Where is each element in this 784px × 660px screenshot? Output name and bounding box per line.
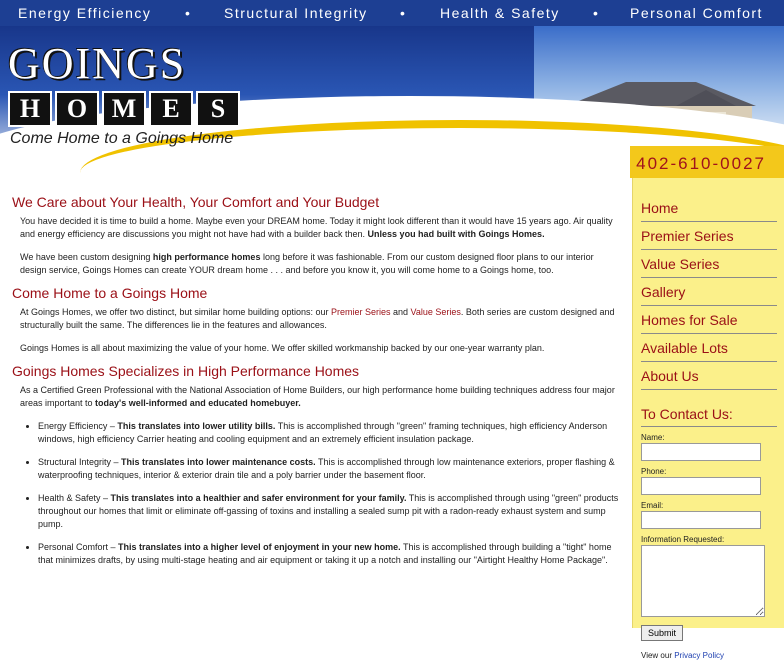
options-text-1: At Goings Homes, we offer two distinct, but similar home building options: our: [20, 307, 331, 317]
intro-bold: Unless you had built with Goings Homes.: [367, 229, 545, 239]
paragraph-certified: [20, 384, 620, 410]
item-bold: This translates into a higher level of enjoyment in your new home.: [118, 542, 401, 552]
item-text: This is accomplished through low maintenance exteriors, proper flashing & waterproofing techniques, interior & exterior drain tile and a poly barrier under the basement floor.: [38, 457, 615, 480]
nav-available-lots[interactable]: Available Lots: [641, 334, 777, 362]
item-title: Energy Efficiency –: [38, 421, 118, 431]
logo-letter: O: [55, 91, 99, 127]
feature-structural: Structural Integrity: [224, 5, 368, 21]
logo-letter: M: [102, 91, 146, 127]
info-textarea[interactable]: [641, 545, 765, 617]
item-title: Structural Integrity –: [38, 457, 122, 467]
paragraph-value: Goings Homes is all about maximizing the value of your home. We offer skilled workmanship backed by our one-year warranty plan.: [20, 343, 545, 353]
item-text: This is accomplished through using "green" products throughout our homes that limit or eliminate off-gassing of toxins and installing a sealed sump pit with a radon-ready exhaust system and sump pump.: [38, 493, 619, 529]
privacy-policy-link[interactable]: Privacy Policy: [674, 651, 724, 660]
list-item: [38, 420, 620, 446]
email-label: Email:: [641, 501, 664, 510]
info-label: Information Requested:: [641, 535, 725, 544]
item-bold: This translates into lower utility bills.: [117, 421, 276, 431]
sidebar: [632, 178, 784, 660]
intro-text: You have decided it is time to build a home. Maybe even your DREAM home. Today it might look different than it would have 15 years ago. Air quality and energy efficiency are discussions you might not have had with a builder back then.: [20, 216, 613, 239]
logo-letter: H: [8, 91, 52, 127]
contact-title: To Contact Us:: [641, 406, 777, 427]
separator-dot: •: [185, 5, 192, 21]
phone-label: Phone:: [641, 467, 667, 476]
paragraph-custom: [20, 251, 620, 277]
options-text-2: . Both series are custom designed and structurally built the same. The differences lie in the features and allowances.: [20, 307, 615, 330]
feature-energy: Energy Efficiency: [18, 5, 152, 21]
email-input[interactable]: [641, 511, 761, 529]
nav-gallery[interactable]: Gallery: [641, 278, 777, 306]
nav-home[interactable]: Home: [641, 194, 777, 222]
name-label: Name:: [641, 433, 665, 442]
list-item: [38, 492, 620, 531]
logo-letter: S: [196, 91, 240, 127]
tagline: Come Home to a Goings Home: [10, 130, 234, 147]
value-series-link[interactable]: Value Series: [410, 307, 461, 317]
submit-button[interactable]: Submit: [641, 625, 683, 641]
item-text: This is accomplished through "green" framing techniques, high efficiency Anderson windows, high efficiency Carrier heating and cooling equipment and an extremely efficient insulation package.: [38, 421, 608, 444]
logo-homes-tiles: [8, 91, 248, 127]
item-bold: This translates into a healthier and safer environment for your family.: [110, 493, 407, 503]
premier-series-link[interactable]: Premier Series: [330, 307, 391, 317]
heading-specializes: Goings Homes Specializes in High Performance Homes: [12, 363, 360, 379]
phone-input[interactable]: [641, 477, 761, 495]
item-title: Health & Safety –: [38, 493, 111, 503]
main-content: [12, 196, 620, 577]
nav-premier-series[interactable]: Premier Series: [641, 222, 777, 250]
custom-text-2: long before it was fashionable. From our custom designed floor plans to our interior design service, Goings Homes can create YOUR dream home . . . and before you know it, you will come home to a Goings home, too.: [20, 252, 594, 275]
list-item: [38, 541, 620, 567]
heading-come-home: Come Home to a Goings Home: [12, 285, 208, 301]
name-input[interactable]: [641, 443, 761, 461]
logo-letter: E: [149, 91, 193, 127]
custom-bold: high performance homes: [152, 252, 261, 262]
list-item: [38, 456, 620, 482]
separator-dot: •: [400, 5, 407, 21]
privacy-policy-line: [641, 651, 777, 660]
nav-about-us[interactable]: About Us: [641, 362, 777, 390]
separator-dot: •: [593, 5, 600, 21]
certified-bold: today's well-informed and educated homebuyer.: [95, 398, 301, 408]
item-bold: This translates into lower maintenance costs.: [121, 457, 316, 467]
nav-value-series[interactable]: Value Series: [641, 250, 777, 278]
item-text: This is accomplished through building a "tight" home that minimizes drafts, by using multi-stage heating and air equipment or taking it up a notch and installing our "Airtight Healthy Home Package".: [38, 542, 612, 565]
feature-health: Health & Safety: [440, 5, 560, 21]
heading-care: We Care about Your Health, Your Comfort and Your Budget: [12, 194, 380, 210]
feature-comfort: Personal Comfort: [630, 5, 763, 21]
nav-homes-for-sale[interactable]: Homes for Sale: [641, 306, 777, 334]
logo-goings-text: GOINGS: [8, 39, 187, 88]
custom-text-1: We have been custom designing: [20, 252, 153, 262]
certified-text: As a Certified Green Professional with the National Association of Home Builders, our high performance home building techniques address four major areas important to: [20, 385, 615, 408]
paragraph-intro: [20, 215, 620, 241]
phone-number: 402-610-0027: [636, 154, 766, 173]
policy-prefix: View our: [641, 651, 675, 660]
item-title: Personal Comfort –: [38, 542, 119, 552]
options-and: and: [390, 307, 411, 317]
areas-list: [20, 420, 620, 567]
top-feature-bar: [0, 0, 784, 26]
paragraph-options: [20, 306, 620, 332]
